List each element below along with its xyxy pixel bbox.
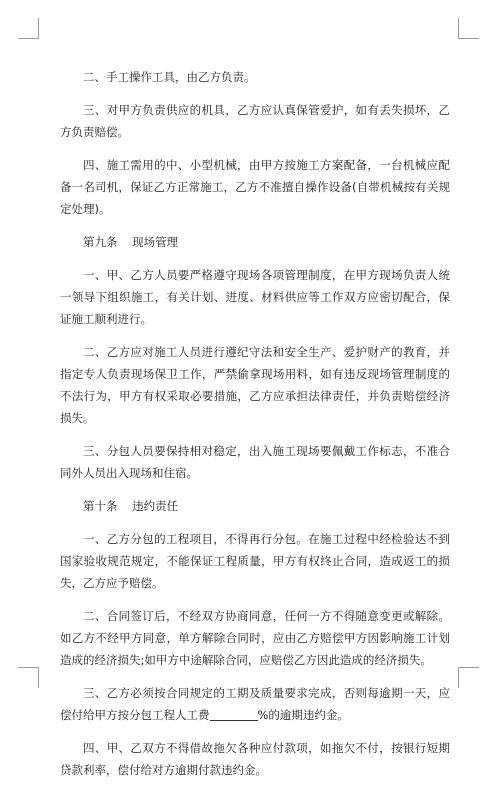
crop-mark-top-right (458, 18, 479, 39)
paragraph: 二、手工操作工具，由乙方负责。 (83, 70, 256, 84)
crop-mark-top-left (18, 18, 39, 39)
paragraph: 三、分包人员要保持相对稳定，出入施工现场要佩戴工作标志，不准合同外人员出入现场和住宿。 (60, 444, 450, 480)
paragraph: 三、对甲方负责供应的机具，乙方应认真保管爱护，如有丢失损坏，乙方负责赔偿。 (60, 103, 450, 139)
crop-mark-bottom-right (458, 667, 479, 688)
paragraph-text-after-blank: %的逾期违约金。 (257, 708, 349, 722)
paragraph: 四、施工需用的中、小型机械，由甲方按施工方案配备，一台机械应配备一名司机，保证乙方正常施工，乙方不准擅自操作设备(自带机械按有关规定处理)。 (60, 158, 450, 216)
paragraph-with-blank (60, 682, 450, 726)
crop-mark-bottom-left (18, 667, 39, 688)
document-body (60, 66, 450, 792)
paragraph: 二、乙方应对施工人员进行遵纪守法和安全生产、爱护财产的教育，并指定专人负责现场保卫工作，严禁偷拿现场用料，如有违反现场管理制度的不法行为，甲方有权采取必要措施，乙方应承担法律责任，并负责赔偿经济损失。 (60, 345, 450, 425)
paragraph: 一、乙方分包的工程项目，不得再行分包。在施工过程中经检验达不到国家验收规范规定，不能保证工程质量，甲方有权终止合同，造成返工的损失，乙方应予赔偿。 (60, 532, 450, 590)
paragraph-text-before-blank: 三、乙方必须按合同规定的工期及质量要求完成，否则每逾期一天，应偿付给甲方按分包工程人工费 (60, 686, 450, 722)
section-heading: 第十条 违约责任 (83, 499, 179, 513)
paragraph: 二、合同签订后，不经双方协商同意，任何一方不得随意变更或解除。如乙方不经甲方同意，单方解除合同时，应由乙方赔偿甲方因影响施工计划造成的经济损失;如甲方中途解除合同，应赔偿乙方因此造成的经济损失。 (60, 609, 450, 667)
paragraph: 四、甲、乙双方不得借故拖欠各种应付款项，如拖欠不付，按银行短期贷款利率，偿付给对方逾期付款违约金。 (60, 741, 450, 777)
fill-in-blank (210, 708, 258, 721)
section-heading: 第九条 现场管理 (83, 235, 179, 249)
paragraph: 一、甲、乙方人员要严格遵守现场各项管理制度，在甲方现场负责人统一领导下组织施工，有关计划、进度、材料供应等工作双方应密切配合，保证施工顺利进行。 (60, 268, 450, 326)
